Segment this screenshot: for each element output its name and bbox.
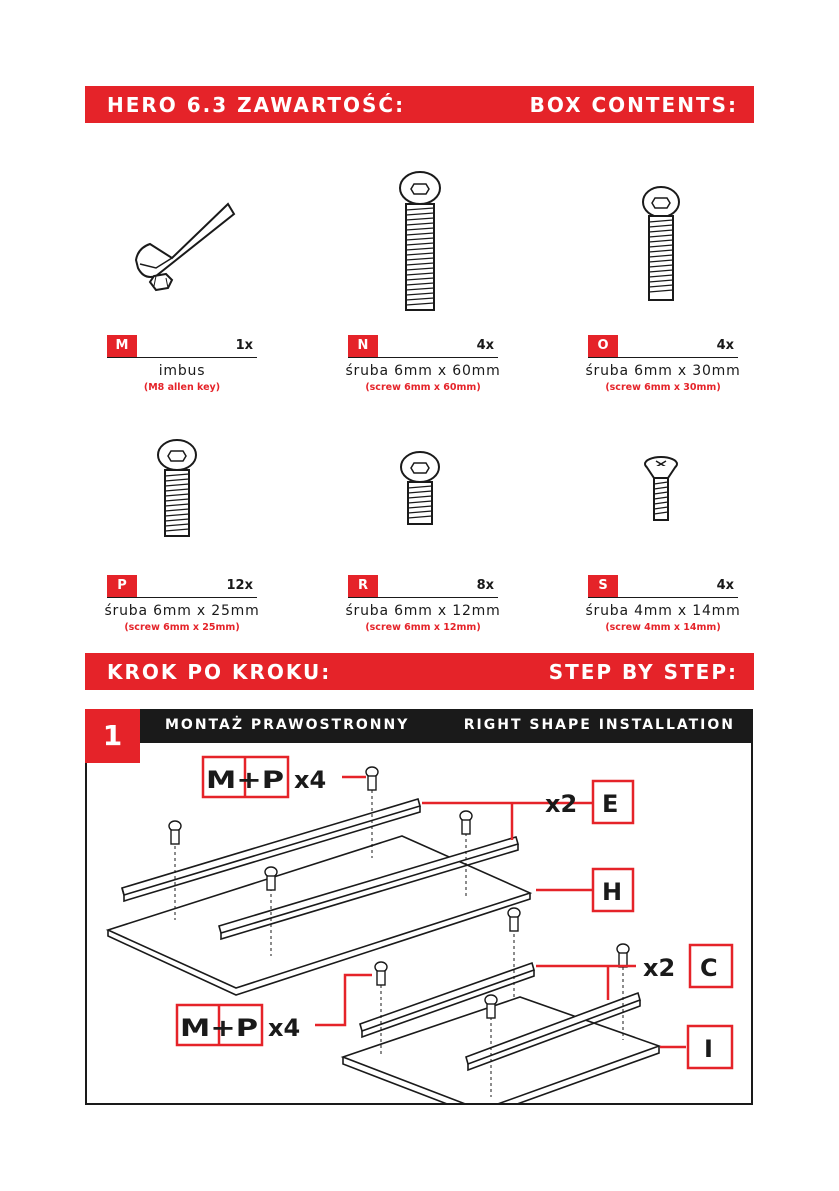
item-subtitle: (M8 allen key) [143,382,221,393]
banner-title-en: STEP BY STEP: [548,660,738,684]
mp-top-label: M+P [206,766,284,794]
item-subtitle: (screw 6mm x 12mm) [365,622,481,633]
item-s [585,575,741,633]
e-label: E [602,790,619,818]
mp-bottom-label: M+P [180,1014,258,1042]
item-letter-badge: M [107,335,137,357]
step-number: 1 [85,709,140,763]
step-by-step-banner [85,653,754,690]
countersunk-screw-icon [642,454,680,524]
item-name: śruba 6mm x 60mm [345,363,501,379]
item-letter-badge: R [348,575,378,597]
x2-c-label: x2 [643,954,676,982]
screw-icon [155,437,199,541]
c-label: C [700,954,718,982]
step-title-en: RIGHT SHAPE INSTALLATION [463,717,735,733]
x2-e-label: x2 [545,790,578,818]
item-n [345,335,501,393]
item-quantity: 4x [716,578,734,593]
screw-icon [395,170,445,318]
item-p [104,575,260,633]
item-subtitle: (screw 6mm x 25mm) [124,622,240,633]
item-name: imbus [158,363,206,379]
screw-icon [640,185,682,305]
item-name: śruba 6mm x 30mm [585,363,741,379]
x4-top-label: x4 [294,766,327,794]
item-quantity: 1x [235,338,253,353]
banner-title-pl: HERO 6.3 ZAWARTOŚĆ: [107,93,406,117]
item-name: śruba 6mm x 25mm [104,603,260,619]
h-label: H [602,878,623,906]
step-title-pl: MONTAŻ PRAWOSTRONNY [165,717,410,733]
item-subtitle: (screw 4mm x 14mm) [605,622,721,633]
item-quantity: 4x [476,338,494,353]
item-quantity: 12x [226,578,253,593]
item-subtitle: (screw 6mm x 60mm) [365,382,481,393]
banner-title-en: BOX CONTENTS: [529,93,738,117]
x4-bottom-label: x4 [268,1014,301,1042]
item-subtitle: (screw 6mm x 30mm) [605,382,721,393]
item-quantity: 8x [476,578,494,593]
item-name: śruba 4mm x 14mm [585,603,741,619]
item-letter-badge: S [588,575,618,597]
box-contents-banner [85,86,754,123]
item-r [345,575,501,633]
item-letter-badge: N [348,335,378,357]
assembly-diagram [87,743,751,1103]
banner-title-pl: KROK PO KROKU: [107,660,332,684]
item-letter-badge: P [107,575,137,597]
item-o [585,335,741,393]
item-letter-badge: O [588,335,618,357]
item-quantity: 4x [716,338,734,353]
i-label: I [704,1035,713,1063]
screw-icon [398,449,442,529]
item-name: śruba 6mm x 12mm [345,603,501,619]
item-m [107,335,257,393]
allen-key-icon [128,198,238,298]
